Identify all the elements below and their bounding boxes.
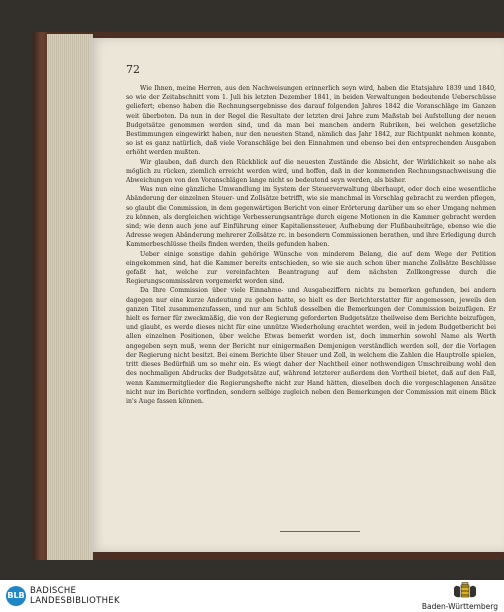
paragraph: Ueber einige sonstige dahin gehörige Wünsche von minderem Belang, die auf dem Wege der Petition eingekommen sind, hat die Kammer bereits entschieden, so wie sie auch schon über manche Zollsätze Beschlüsse gefaßt hat, welche zur vereinfachten Beantragung auf dem nächsten Zollkongresse durch die Regierungscommissären vorgemerkt worden sind.	[126, 250, 496, 286]
library-name[interactable]	[30, 586, 120, 606]
book-page	[90, 38, 504, 552]
book-cover-edge	[33, 32, 47, 560]
baden-wuerttemberg-crest-icon[interactable]	[451, 582, 479, 602]
state-name: Baden-Württemberg	[421, 602, 498, 611]
page-text	[126, 84, 496, 406]
closing-rule	[280, 531, 360, 532]
paragraph: Wir glauben, daß durch den Rückblick auf die neuesten Zustände die Absicht, der Wirklichkeit so nahe als möglich zu rücken, ziemlich erreicht werden wird, und hoffen, daß in der kommenden Rechnungsnachweisung die Abweichungen von den Voranschlägen lange nicht so bedeutend seyn werden, als bisher.	[126, 158, 496, 185]
paragraph: Da Ihre Commission über viele Einnahme- und Ausgabeziffern nichts zu bemerken gefunden, bei andern dagegen nur eine kurze Andeutung zu geben hatte, so hielt es der Berichterstatter für angemessen, jeweils den ganzen Titel zusammenzufassen, und nur am Schluß desselben die Bemerkungen der Commission beizufügen. Er hielt es ferner für zweckmäßig, die von der Regierung geforderten Budgetsätze theilweise dem Berichte beizufügen, und glaubt, es werde dieses nicht für eine unnütze Wiederholung erachtet werden, weil in jedem Budgetbericht bei allen einzelnen Positionen, über welche Etwas bemerkt worden ist, doch immerhin sowohl Name als Werth angegeben seyn muß, wenn der Bericht nur einigermaßen Demjenigen verständlich werden soll, der die Vorlagen der Regierung nicht besitzt. Bei einem Berichte über Steuer und Zoll, in welchem die Zahlen die Hauptrolle spielen, tritt dieses Bedürfniß um so mehr ein. Es wiegt daher der Nachtheil einer nothwendigen Umschreibung wohl den des nochmaligen Abdrucks der Budgetsätze auf, während letzterer außerdem den Vortheil bietet, daß auf den Fall, wenn Kammermitglieder die Regierungshefte nicht zur Hand hätten, dieselben doch die vorgeschlagenen Ansätze nicht nur im Berichte vorfinden, sondern selbige zugleich neben den Bemerkungen der Commission mit einem Blick in's Auge fassen können.	[126, 287, 496, 405]
book-scan	[33, 32, 504, 560]
library-name-line1: BADISCHE	[30, 586, 77, 596]
paragraph: Was nun eine gänzliche Umwandlung im System der Steuerverwaltung überhaupt, oder doch eine wesentliche Abänderung der einzelnen Steuer- und Zollsätze betrifft, wie sie manchmal in Vorschlag gebracht zu werden pflegen, so glaubt die Commission, in dem gegenwärtigen Bericht von einer Erörterung darüber um so eher Umgang nehmen zu können, als dergleichen wichtige Verbesserungsanträge durch eigene Motionen in die Kammer gebracht werden sind; wie denn auch jene auf Einführung einer Kapitalienssteuer, Aufhebung der Flußbauheiträge, ebenso wie die Adresse wegen Abänderung mehrerer Zollsätze rc. in besondern Commissionen berathen, und ihre Erledigung durch Kammerbeschlüsse theils finden werden, theils gefunden haben.	[126, 186, 496, 249]
paragraph: Wie Ihnen, meine Herren, aus den Nachweisungen erinnerlich seyn wird, haben die Etatsjahre 1839 und 1840, so wie der Zeitabschnitt vom 1. Juli bis letzten Dezember 1841, in beiden Verwaltungen bedeutende Ueberschüsse geliefert; ebenso haben die Rechnungsergebnisse des darauf folgenden Jahres 1842 die Voranschläge im Ganzen weit überboten. Da nun in der Regel die Resultate der letzten drei Jahre zum Maßstab bei Aufstellung der neuen Budgetsätze genommen werden sind, und da man bei manchen andern Rubriken, bei welchen gesetzliche Bestimmungen eingewirkt haben, nur den neuesten Stand, nämlich das Jahr 1842, zur Richtpunkt nehmen konnte, so ist es ganz natürlich, daß viele Voranschläge bei den Einnahmen und ebenso bei den entsprechenden Ausgaben erhöht werden mußten.	[126, 85, 496, 157]
library-name-line2: LANDESBIBLIOTHEK	[30, 596, 120, 606]
blb-logo-icon[interactable]: BLB	[6, 586, 26, 606]
page-number: 72	[126, 63, 140, 76]
footer-bar	[0, 580, 504, 612]
page-stack	[47, 34, 93, 560]
